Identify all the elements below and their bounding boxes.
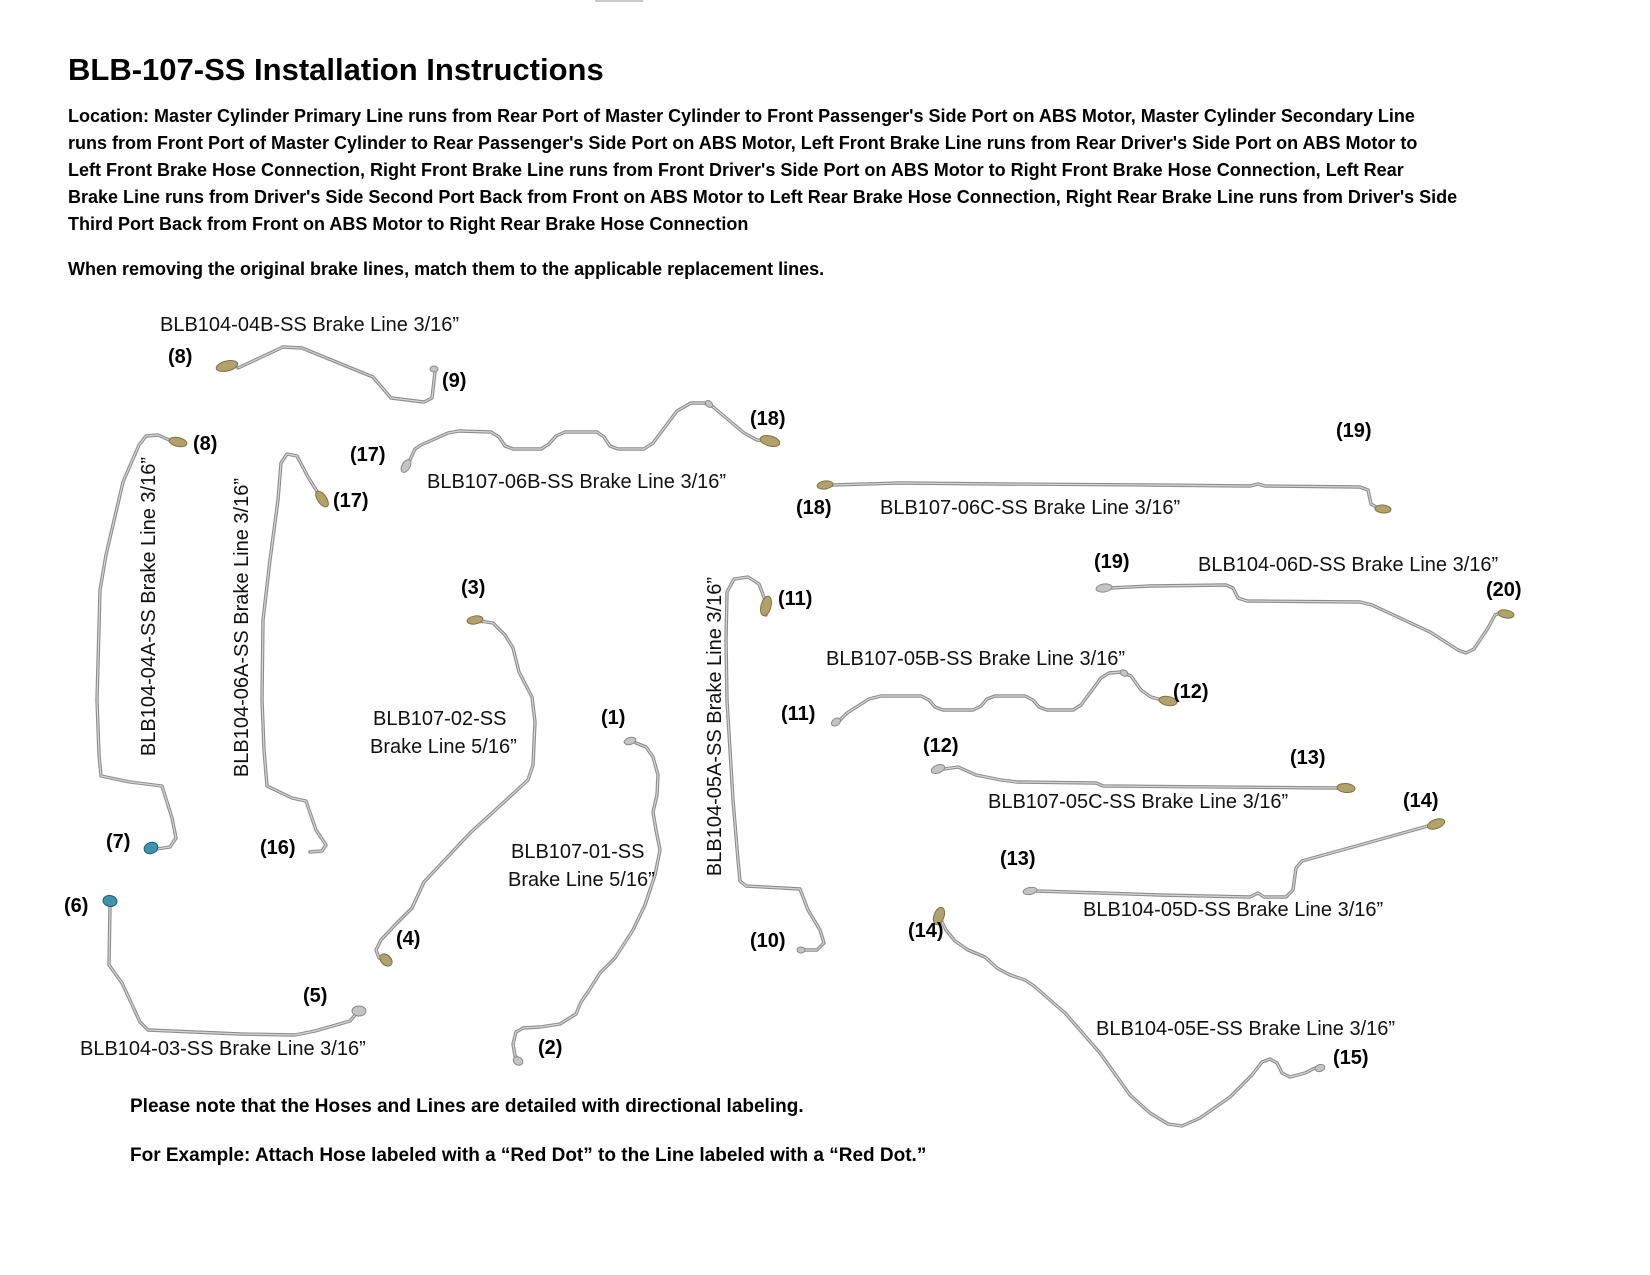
brake-line-06d-path-highlight [1109,585,1500,653]
callout-18-06b: (18) [750,408,786,430]
callout-14-05d: (14) [1403,790,1439,812]
location-line-5: Third Port Back from Front on ABS Motor to Right Rear Brake Hose Connection [68,214,749,234]
location-line-4: Brake Line runs from Driver's Side Second Port Back from Front on ABS Motor to Left Rear Brake Hose Connection, Right Rear Brake Line runs from Driver's Side [68,187,1458,207]
label-02-line1: BLB107-02-SS [373,708,507,730]
callout-6-03: (6) [64,895,89,917]
callout-20-06d: (20) [1486,579,1522,601]
brake-line-01-path [513,743,660,1060]
label-01-line1: BLB107-01-SS [511,841,645,863]
fitting-06c-right [1375,504,1392,513]
label-03: BLB104-03-SS Brake Line 3/16” [80,1038,366,1060]
brake-line-05c-path [944,767,1338,788]
location-line-3: Left Front Brake Hose Connection, Right Front Brake Line runs from Front Driver's Side Port on ABS Motor to Right Front Brake Hose Connection, Left Rear [68,160,1404,180]
brake-line-05a-path [726,577,824,950]
fitting-05d-left [1022,886,1037,895]
footer-note-2: For Example: Attach Hose labeled with a “Red Dot” to the Line labeled with a “Red Dot.” [130,1145,927,1166]
fitting-06b-right [759,434,781,449]
label-06b: BLB107-06B-SS Brake Line 3/16” [427,471,727,493]
brake-line-05b-path-highlight [839,672,1162,721]
label-05b: BLB107-05B-SS Brake Line 3/16” [826,648,1126,670]
callout-13-05c: (13) [1290,747,1326,769]
callout-9-04b: (9) [442,370,467,392]
brake-line-02-path [376,621,535,961]
fitting-04b-left [215,358,239,373]
callout-5-03: (5) [303,985,328,1007]
brake-line-06a-path [262,454,326,852]
brake-line-03-path [109,906,356,1035]
fitting-05c-left [930,763,946,775]
fitting-04a-bottom [143,840,160,855]
fitting-05e-tip [1314,1063,1325,1072]
fitting-02-top [466,615,483,626]
label-05a: BLB104-05A-SS Brake Line 3/16” [704,577,726,877]
label-02-line2: Brake Line 5/16” [370,736,517,758]
tubes [97,347,1500,1126]
callout-11-05b: (11) [781,703,816,725]
label-06a: BLB104-06A-SS Brake Line 3/16” [231,478,253,778]
fitting-05a-tip [797,947,805,953]
brake-line-04b-path [238,347,435,402]
callout-8-04b: (8) [168,346,193,368]
label-06c: BLB107-06C-SS Brake Line 3/16” [880,497,1181,519]
fitting-04a-top [168,436,187,449]
callout-15-05e: (15) [1333,1047,1369,1069]
brake-line-06b-path [408,403,766,464]
callout-18-06c: (18) [796,497,832,519]
label-01-line2: Brake Line 5/16” [508,869,655,891]
callout-10-05a: (10) [750,930,786,952]
fitting-02-bottom [378,952,395,969]
brake-line-05d-path [1036,826,1428,897]
page-title: BLB-107-SS Installation Instructions [68,52,604,87]
fitting-04b-tip [430,366,438,372]
callout-17-06b: (17) [350,444,386,466]
brake-line-05a-path-highlight [726,577,824,950]
label-05d: BLB104-05D-SS Brake Line 3/16” [1083,899,1384,921]
callout-19-06c: (19) [1336,420,1372,442]
footer-note-1: Please note that the Hoses and Lines are detailed with directional labeling. [130,1096,804,1117]
callout-14-05e: (14) [908,920,944,942]
brake-line-01-path-highlight [513,743,660,1060]
match-note: When removing the original brake lines, match them to the applicable replacement lines. [68,259,825,279]
callout-8-04a: (8) [193,433,218,455]
callout-1-01: (1) [601,707,626,729]
callout-13-05d: (13) [1000,848,1036,870]
fitting-05c-right [1337,783,1356,794]
callout-11-05a: (11) [778,588,813,610]
label-05e: BLB104-05E-SS Brake Line 3/16” [1096,1018,1396,1040]
callout-7-04a: (7) [106,831,131,853]
fitting-06c-left [817,480,834,490]
fitting-05a-top [759,595,774,617]
label-05c: BLB107-05C-SS Brake Line 3/16” [988,791,1289,813]
label-04a: BLB104-04A-SS Brake Line 3/16” [138,457,160,757]
callout-12-05b: (12) [1173,681,1209,703]
brake-line-04a-path-highlight [97,435,176,849]
callout-17-06a: (17) [333,490,369,512]
brake-line-04a-path [97,435,176,849]
callout-16-06a: (16) [260,837,296,859]
brake-line-02-path-highlight [376,621,535,961]
label-04b: BLB104-04B-SS Brake Line 3/16” [160,314,460,336]
fitting-01-top [623,736,636,746]
callout-4-02: (4) [396,928,421,950]
callout-3-02: (3) [461,577,486,599]
brake-line-06a-path-highlight [262,454,326,852]
brake-line-06d-path [1109,585,1500,653]
location-line-2: runs from Front Port of Master Cylinder to Rear Passenger's Side Port on ABS Motor, Left Front Brake Line runs from Rear Driver's Side Port on ABS Motor to [68,133,1418,153]
fitting-06d-right [1497,609,1514,620]
callout-12-05c: (12) [923,735,959,757]
brake-line-05d-path-highlight [1036,826,1428,897]
fitting-06d-left [1096,583,1113,593]
fitting-03-top [102,894,118,907]
brake-line-03-path-highlight [109,906,356,1035]
callout-19-06d: (19) [1094,551,1130,573]
label-06d: BLB104-06D-SS Brake Line 3/16” [1198,554,1499,576]
fitting-05d-right [1426,817,1446,832]
callout-2-01: (2) [538,1037,563,1059]
fitting-06a-top [313,489,331,509]
location-line-1: Location: Master Cylinder Primary Line runs from Rear Port of Master Cylinder to Front Passenger's Side Port on ABS Motor, Master Cylinder Secondary Line [68,106,1415,126]
fitting-03-ball [352,1006,366,1016]
